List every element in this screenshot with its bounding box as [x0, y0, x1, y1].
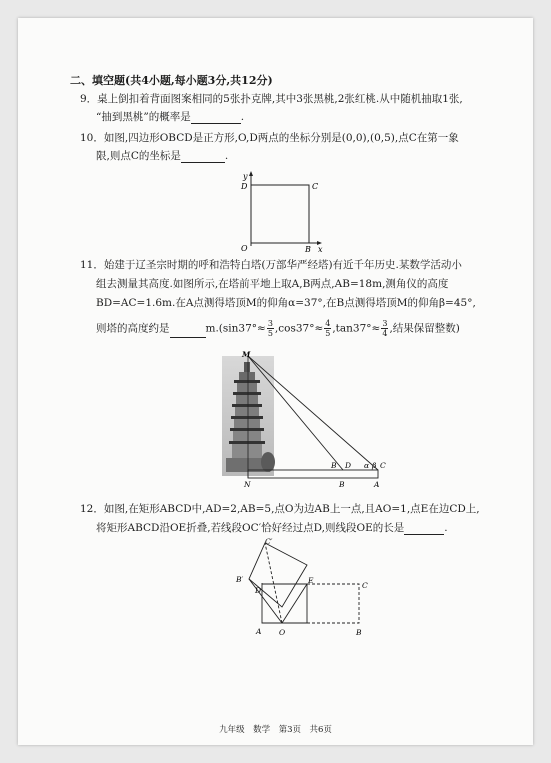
q9-answer-blank — [191, 112, 241, 124]
label-C: C — [362, 581, 368, 590]
q11-text: 则塔的高度约是 — [96, 322, 170, 335]
section-title: 二、填空题(共4小题,每小题3分,共12分) — [70, 74, 273, 87]
sin-fraction — [267, 319, 274, 338]
q12-answer-blank — [404, 523, 444, 535]
tan-den: 4 — [382, 329, 388, 338]
label-O: O — [241, 244, 248, 253]
y-axis-arrow-icon — [249, 171, 253, 176]
label-B: B — [305, 245, 311, 254]
label-D: D — [241, 182, 248, 191]
square-OBCD — [251, 185, 309, 243]
label-B-prime: B′ — [236, 575, 244, 584]
sin-num: 3 — [267, 319, 273, 328]
label-N: N — [244, 480, 251, 488]
q10-period: . — [224, 150, 229, 162]
q10-line2 — [96, 149, 228, 163]
segment-OE — [282, 584, 307, 623]
label-A-low: A — [374, 480, 380, 488]
tan-num: 3 — [382, 319, 388, 328]
q10-answer-blank — [181, 151, 225, 163]
page-footer: 九年级 数学 第3页 共6页 — [219, 725, 332, 735]
label-E: E — [308, 576, 314, 585]
label-y: y — [243, 172, 248, 181]
q9-line2 — [96, 110, 244, 124]
q12-text: 将矩形ABCD沿OE折叠,若线段OC′恰好经过点D,则线段OE的长是 — [96, 522, 405, 534]
cos-num: 4 — [325, 319, 331, 328]
label-C: C — [312, 182, 319, 191]
q11-line2: 组去测量其高度.如图所示,在塔前平地上取A,B两点,AB=18m,测角仪的高度 — [96, 278, 449, 290]
label-B-low: B — [339, 480, 345, 488]
q11-sin-text: m.(sin37°≈ — [205, 322, 266, 335]
q11-figure — [222, 348, 392, 488]
q12-line1: 12．如图,在矩形ABCD中,AD=2,AB=5,点O为边AB上一点,且AO=1,点E在边CD上, — [80, 503, 480, 515]
label-B: B — [356, 628, 362, 637]
q9-text: “抽到黑桃”的概率是 — [96, 111, 191, 123]
cos-den: 5 — [325, 329, 331, 338]
q10-line1: 10．如图,四边形OBCD是正方形,O,D两点的坐标分别是(0,0),(0,5),点C在第一象 — [80, 132, 459, 144]
q11-cos-text: ,cos37°≈ — [274, 322, 324, 335]
q11-line3: BD=AC=1.6m.在A点测得塔顶M的仰角α=37°,在B点测得塔顶M的仰角β=45°, — [96, 297, 476, 309]
q9-period: . — [240, 111, 245, 123]
q10-figure — [225, 168, 325, 254]
q12-line2 — [96, 521, 448, 535]
tan-fraction — [381, 319, 388, 338]
cos-fraction — [324, 319, 331, 338]
q11-line1: 11．始建于辽圣宗时期的呼和浩特白塔(万部华严经塔)有近千年历史.某数学活动小 — [80, 259, 462, 271]
q11-line4 — [96, 319, 460, 338]
q11-answer-blank — [170, 326, 206, 338]
q10-text: 限,则点C的坐标是 — [96, 150, 181, 162]
label-beta: β — [372, 461, 377, 470]
label-C: C — [380, 461, 386, 470]
label-alpha: α — [364, 461, 370, 470]
label-D: D — [255, 586, 262, 595]
q11-tail: ,结果保留整数) — [389, 322, 460, 335]
q11-tan-text: ,tan37°≈ — [332, 322, 381, 335]
label-B: B — [331, 461, 337, 470]
q12-period: . — [444, 522, 448, 534]
label-x: x — [318, 245, 323, 254]
label-D: D — [345, 461, 352, 470]
label-C-prime: C′ — [265, 538, 273, 546]
q12-figure — [212, 538, 382, 640]
sin-den: 5 — [267, 329, 273, 338]
original-EC-B-dashed — [307, 584, 359, 623]
label-O: O — [279, 628, 286, 637]
label-A: A — [256, 627, 262, 636]
label-M: M — [242, 350, 251, 359]
q9-line1: 9．桌上倒扣着背面图案相同的5张扑克牌,其中3张黑桃,2张红桃.从中随机抽取1张, — [80, 93, 463, 105]
